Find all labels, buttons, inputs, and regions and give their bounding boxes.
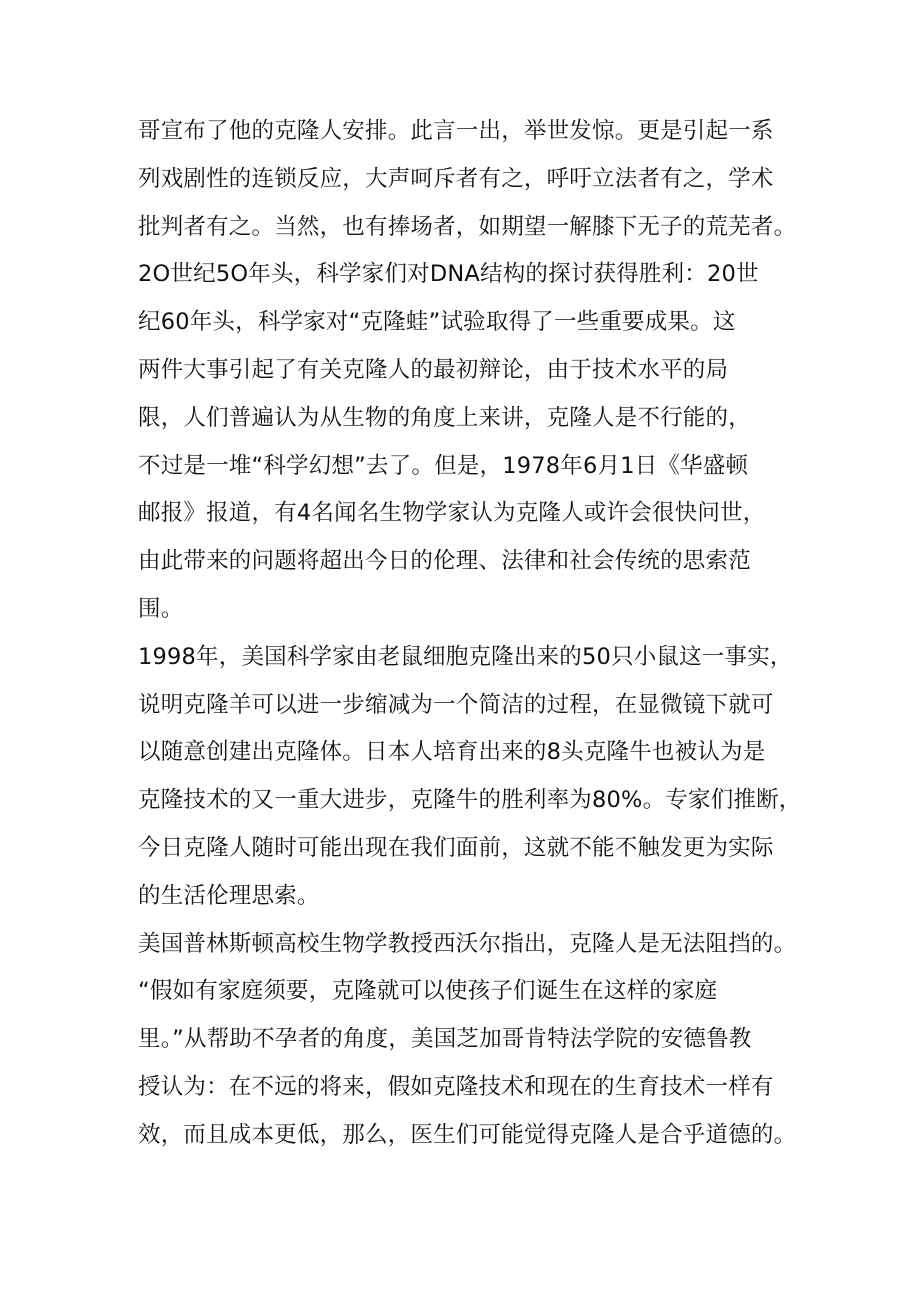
text-line: 以随意创建出克隆体。日本人培育出来的8头克隆牛也被认为是 [138, 739, 766, 766]
text-line: 的生活伦理思索。 [138, 882, 320, 909]
text-line: 邮报》报道，有4名闻名生物学家认为克隆人或许会很快问世， [138, 500, 766, 527]
text-line: “假如有家庭须要，克隆就可以使孩子们诞生在这样的家庭 [138, 978, 718, 1005]
text-line: 列戏剧性的连锁反应，大声呵斥者有之，呼吁立法者有之，学术 [138, 165, 774, 192]
text-line: 授认为：在不远的将来，假如克隆技术和现在的生育技术一样有 [138, 1073, 774, 1100]
text-line: 两件大事引起了有关克隆人的最初辩论，由于技术水平的局 [138, 356, 729, 383]
text-line: 效，而且成本更低，那么，医生们可能觉得克隆人是合乎道德的。 [138, 1121, 797, 1148]
text-line: 说明克隆羊可以进一步缩减为一个简洁的过程，在显微镜下就可 [138, 691, 774, 718]
text-line: 纪60年头，科学家对“克隆蛙”试验取得了一些重要成果。这 [138, 309, 736, 336]
text-line: 1998年，美国科学家由老鼠细胞克隆出来的50只小鼠这一事实， [138, 643, 793, 670]
text-line: 围。 [138, 595, 184, 622]
text-line: 今日克隆人随时可能出现在我们面前，这就不能不触发更为实际 [138, 834, 774, 861]
text-line: 美国普林斯顿高校生物学教授西沃尔指出，克隆人是无法阻挡的。 [138, 930, 797, 957]
text-line: 限，人们普遍认为从生物的角度上来讲，克隆人是不行能的， [138, 404, 751, 431]
text-line: 不过是一堆“科学幻想”去了。但是，1978年6月1日《华盛顿 [138, 452, 749, 479]
text-line: 里。”从帮助不孕者的角度，美国芝加哥肯特法学院的安德鲁教 [138, 1026, 752, 1053]
document-body [138, 108, 802, 1160]
text-line: 哥宣布了他的克隆人安排。此言一出，举世发惊。更是引起一系 [138, 118, 774, 144]
text-line: 2O世纪5O年头，科学家们对DNA结构的探讨获得胜利：20世 [138, 261, 759, 288]
text-line: 克隆技术的又一重大进步，克隆牛的胜利率为80%。专家们推断， [138, 787, 802, 814]
text-line: 由此带来的问题将超出今日的伦理、法律和社会传统的思索范 [138, 548, 751, 575]
text-line: 批判者有之。当然，也有捧场者，如期望一解膝下无子的荒芜者。 [138, 213, 797, 240]
